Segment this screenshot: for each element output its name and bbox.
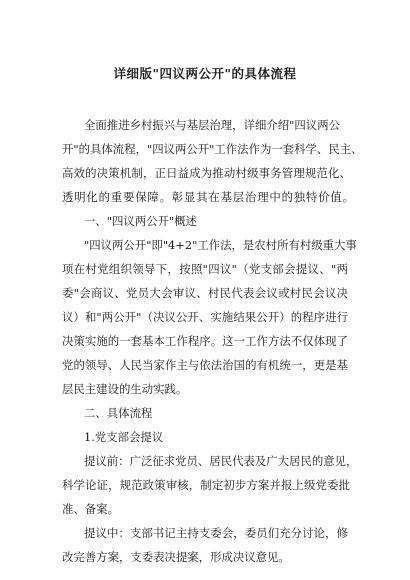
section-heading: 二、具体流程 [84,406,153,420]
paragraph-line: 层民主建设的生动实践。 [62,382,188,396]
paragraph-line: 准、备案。 [62,502,119,516]
paragraph-line: 党的领导、人民当家作主与依法治国的有机统一，更是基 [62,358,348,372]
paragraph-line: 提议前：广泛征求党员、居民代表及广大居民的意见， [84,454,358,468]
paragraph-line: 决策实施的一套基本工作程序。这一工作方法不仅体现了 [62,334,348,348]
paragraph-line: 提议中：支部书记主持支委会，委员们充分讨论，修 [84,526,348,540]
section-heading: 一、"四议两公开"概述 [84,214,197,228]
paragraph-line: 项在村党组织领导下，按照"四议"（党支部会提议、"两 [62,262,348,276]
paragraph-line: 改完善方案，支委表决提案，形成决议意见。 [62,550,290,564]
document-title: 详细版"四议两公开"的具体流程 [113,66,297,81]
paragraph-line: 开"的具体流程，"四议两公开"工作法作为一套科学、民主、 [62,142,363,156]
paragraph-line: 委"会商议、党员大会审议、村民代表会议或村民会议决 [62,286,348,300]
paragraph-line: 科学论证，规范政策审核，制定初步方案并报上级党委批 [62,478,350,492]
paragraph-line: 全面推进乡村振兴与基层治理，详细介绍"四议两公 [84,118,340,132]
paragraph-line: 透明化的重要保障。彰显其在基层治理中的独特价值。 [62,190,354,204]
paragraph-line: 高效的决策机制，正日益成为推动村级事务管理规范化、 [62,166,351,180]
subsection-heading: 1.党支部会提议 [84,430,164,444]
paragraph-line: 议）和"两公开"（决议公开、实施结果公开）的程序进行 [62,310,348,324]
paragraph-line: "四议两公开"即"4+2"工作法，是农村所有村级重大事 [84,238,357,252]
